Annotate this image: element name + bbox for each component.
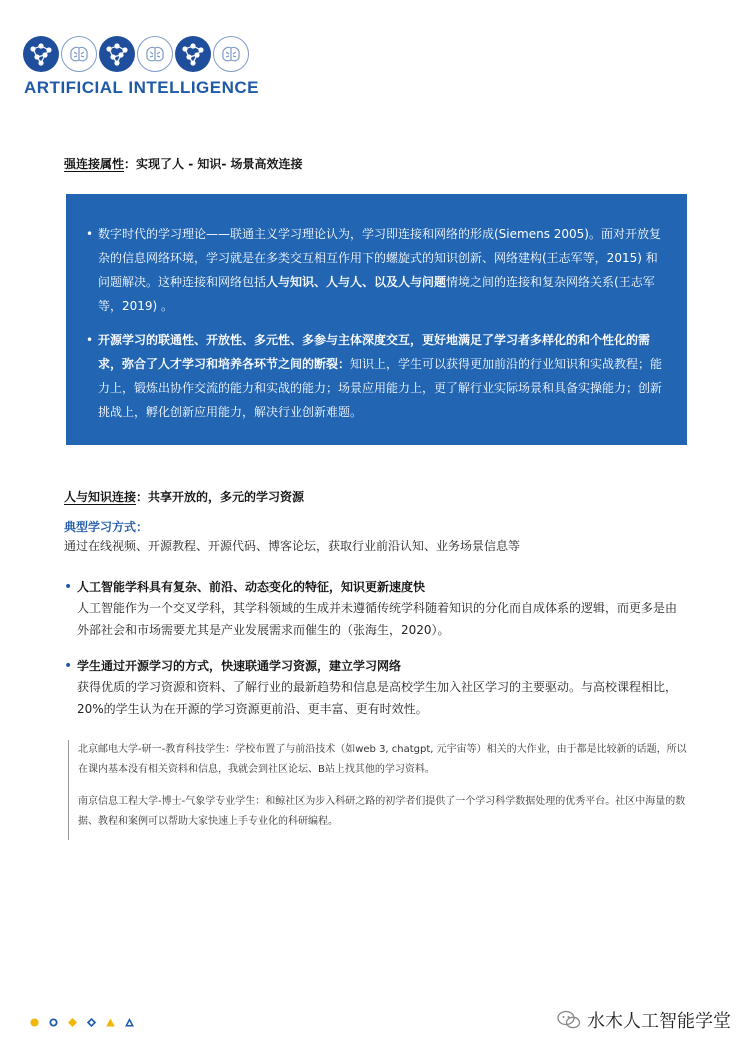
logo-circles [23,36,249,72]
network-icon [175,36,211,72]
network-icon [23,36,59,72]
section-title-underlined: 人与知识连接 [64,490,137,504]
list-item [64,656,684,720]
brain-icon [61,36,97,72]
diamond-filled-icon [68,1018,77,1027]
student-quotes [68,740,688,840]
diamond-outline-icon [87,1018,96,1027]
bullet-body: 人工智能作为一个交叉学科，其学科领域的生成并未遵循传统学科随着知识的分化而自成体系的逻辑，而更多是由外部社会和市场需要尤其是产业发展需求而催生的（张海生，2020）。 [77,601,678,637]
quote-text: 南京信息工程大学-博士-气象学专业学生：和鲸社区为步入科研之路的初学者们提供了一个学习科学数据处理的优秀平台。社区中海量的数据、教程和案例可以帮助大家快速上手专业化的科研编程。 [78,796,686,827]
wechat-icon [557,1010,581,1030]
footer-brand-name: 水木人工智能学堂 [587,1011,731,1032]
triangle-filled-icon [106,1018,115,1027]
footer-decoration [30,1018,134,1027]
section-title-underlined: 强连接属性 [64,157,125,171]
bullet-icon: • [64,579,73,595]
bullet-title: 学生通过开源学习的方式，快速联通学习资源，建立学习网络 [77,659,402,673]
quote-text: 北京邮电大学-研一-教育科技学生：学校布置了与前沿技术（如web 3, chatgpt, 元宇宙等）相关的大作业，由于都是比较新的话题，所以在课内基本没有相关资料和信息，我就会到社区论坛、B站上找其他的学习资料。 [78,744,687,775]
item-bold-text: 开源学习的联通性、开放性、多元性、多参与主体深度交互，更好地满足了学习者多样化的和个性化的需求，弥合了人才学习和培养各环节之间的断裂： [98,333,651,371]
section-title-rest: ：实现了人 - 知识- 场景高效连接 [124,157,303,171]
learning-ways-text: 通过在线视频、开源教程、开源代码、博客论坛，获取行业前沿认知、业务场景信息等 [64,539,521,553]
brain-icon [213,36,249,72]
item-text: 知识上，学生可以获得更加前沿的行业知识和实战教程；能力上，锻炼出协作交流的能力和实战的能力；场景应用能力上，更了解行业实际场景和具备实操能力；创新挑战上，孵化创新应用能力，解决行业创新难题。 [98,357,663,419]
highlight-box [66,194,687,445]
bullet-icon: • [64,658,73,674]
brand-title: ARTIFICIAL INTELLIGENCE [24,78,260,97]
section-title-rest: ：共享开放的，多元的学习资源 [136,490,305,504]
item-text: 数字时代的学习理论——联通主义学习理论认为，学习即连接和网络的形成(Siemens 2005)。面对开放复杂的信息网络环境，学习就是在多类交互相互作用下的螺旋式的知识创新、网络建构(王志军等，2015) 和问题解决。这种连接和网络包括 [98,227,661,289]
subheading-learning-ways: 典型学习方式： [64,520,149,534]
bullet-title: 人工智能学科具有复杂、前沿、动态变化的特征，知识更新速度快 [77,580,426,594]
footer-brand [557,1007,731,1033]
highlight-item [86,328,667,424]
list-item [64,577,684,641]
circle-outline-icon [49,1018,58,1027]
circle-filled-icon [30,1018,39,1027]
highlight-item [86,222,667,318]
item-text: 情境之间的连接和复杂网络关系(王志军等，2019) 。 [98,275,655,313]
item-bold-text: 人与知识、人与人、以及人与问题 [266,275,447,289]
triangle-outline-icon [125,1018,134,1027]
bullet-body: 获得优质的学习资源和资料、了解行业的最新趋势和信息是高校学生加入社区学习的主要驱动。与高校课程相比，20%的学生认为在开源的学习资源更前沿、更丰富、更有时效性。 [77,680,678,716]
network-icon [99,36,135,72]
brain-icon [137,36,173,72]
section-title-people-knowledge [64,488,304,505]
section-title-strong-connection [64,155,303,172]
